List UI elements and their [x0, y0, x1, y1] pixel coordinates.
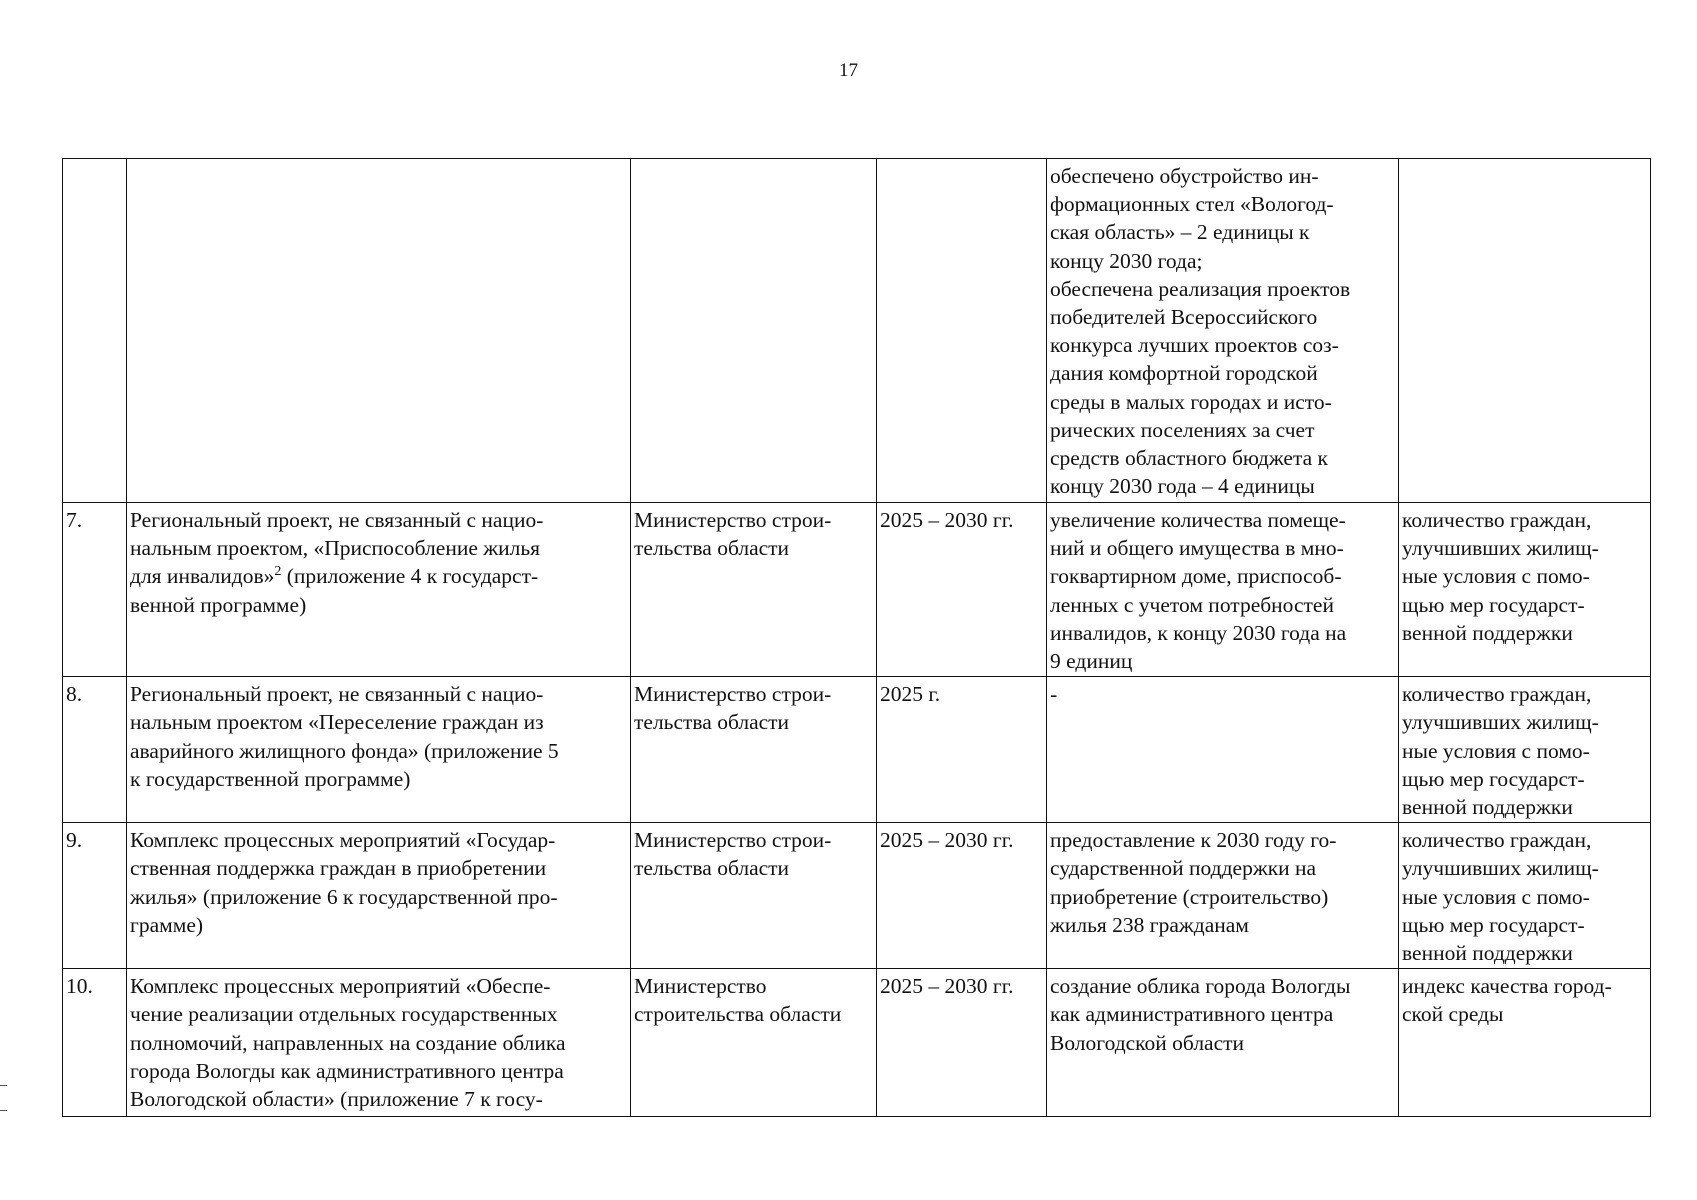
indicator-cell: количество граждан, улучшивших жилищ- ные условия с помо- щью мер государст- венной поддержки	[1399, 677, 1651, 823]
period-cell	[877, 159, 1047, 503]
scan-edge-mark	[0, 1085, 7, 1086]
row-number-cell: 8.	[63, 677, 127, 823]
responsible-cell: Министерство строи- тельства области	[631, 503, 877, 677]
responsible-cell: Министерство строи- тельства области	[631, 677, 877, 823]
period-cell: 2025 – 2030 гг.	[877, 969, 1047, 1117]
page-number: 17	[839, 60, 858, 81]
measure-name-cell: Комплекс процессных мероприятий «Обеспе- чение реализации отдельных государственных полномочий, направленных на создание облика города Вологды как административного центра Вологодской области» (приложение 7 к госу-	[127, 969, 631, 1117]
row-number-cell: 9.	[63, 823, 127, 969]
measure-name-cell: Региональный проект, не связанный с нацио- нальным проектом «Переселение граждан из аварийного жилищного фонда» (приложение 5 к государственной программе)	[127, 677, 631, 823]
responsible-cell: Министерство строи- тельства области	[631, 823, 877, 969]
indicator-cell: количество граждан, улучшивших жилищ- ные условия с помо- щью мер государст- венной поддержки	[1399, 823, 1651, 969]
result-cell: предоставление к 2030 году го- сударственной поддержки на приобретение (строительство) жилья 238 гражданам	[1047, 823, 1399, 969]
measure-name-cell: Комплекс процессных мероприятий «Государ- ственная поддержка граждан в приобретении жилья» (приложение 6 к государственной про- грамме)	[127, 823, 631, 969]
indicator-cell: индекс качества город- ской среды	[1399, 969, 1651, 1117]
indicator-cell: количество граждан, улучшивших жилищ- ные условия с помо- щью мер государст- венной поддержки	[1399, 503, 1651, 677]
measure-name-text: Региональный проект, не связанный с нацио- нальным проектом, «Приспособление жилья для инвалидов»	[130, 508, 544, 589]
footnote-mark: 2	[274, 564, 282, 580]
table-row	[63, 969, 1651, 1117]
measure-name-cell	[127, 503, 631, 677]
indicator-cell	[1399, 159, 1651, 503]
period-cell: 2025 г.	[877, 677, 1047, 823]
measures-table	[62, 158, 1651, 1117]
result-cell: увеличение количества помеще- ний и общего имущества в мно- гоквартирном доме, приспособ- ленных с учетом потребностей инвалидов, к концу 2030 года на 9 единиц	[1047, 503, 1399, 677]
table-row	[63, 823, 1651, 969]
responsible-cell	[631, 159, 877, 503]
period-cell: 2025 – 2030 гг.	[877, 503, 1047, 677]
row-number-cell: 7.	[63, 503, 127, 677]
row-number-cell	[63, 159, 127, 503]
measure-name-tail: (приложение 4 к государст- венной программе)	[130, 564, 539, 617]
result-cell: обеспечено обустройство ин- формационных стел «Вологод- ская область» – 2 единицы к концу 2030 года; обеспечена реализация проектов победителей Всероссийского конкурса лучших проектов соз- дания комфортной городской среды в малых городах и исто- рических поселениях за счет средств областного бюджета к концу 2030 года – 4 единицы	[1047, 159, 1399, 503]
responsible-cell: Министерство строительства области	[631, 969, 877, 1117]
table-row	[63, 159, 1651, 503]
period-cell: 2025 – 2030 гг.	[877, 823, 1047, 969]
result-cell: -	[1047, 677, 1399, 823]
row-number-cell: 10.	[63, 969, 127, 1117]
measure-name-cell	[127, 159, 631, 503]
scan-edge-mark	[0, 1110, 7, 1111]
table-row	[63, 503, 1651, 677]
table-row	[63, 677, 1651, 823]
result-cell: создание облика города Вологды как административного центра Вологодской области	[1047, 969, 1399, 1117]
